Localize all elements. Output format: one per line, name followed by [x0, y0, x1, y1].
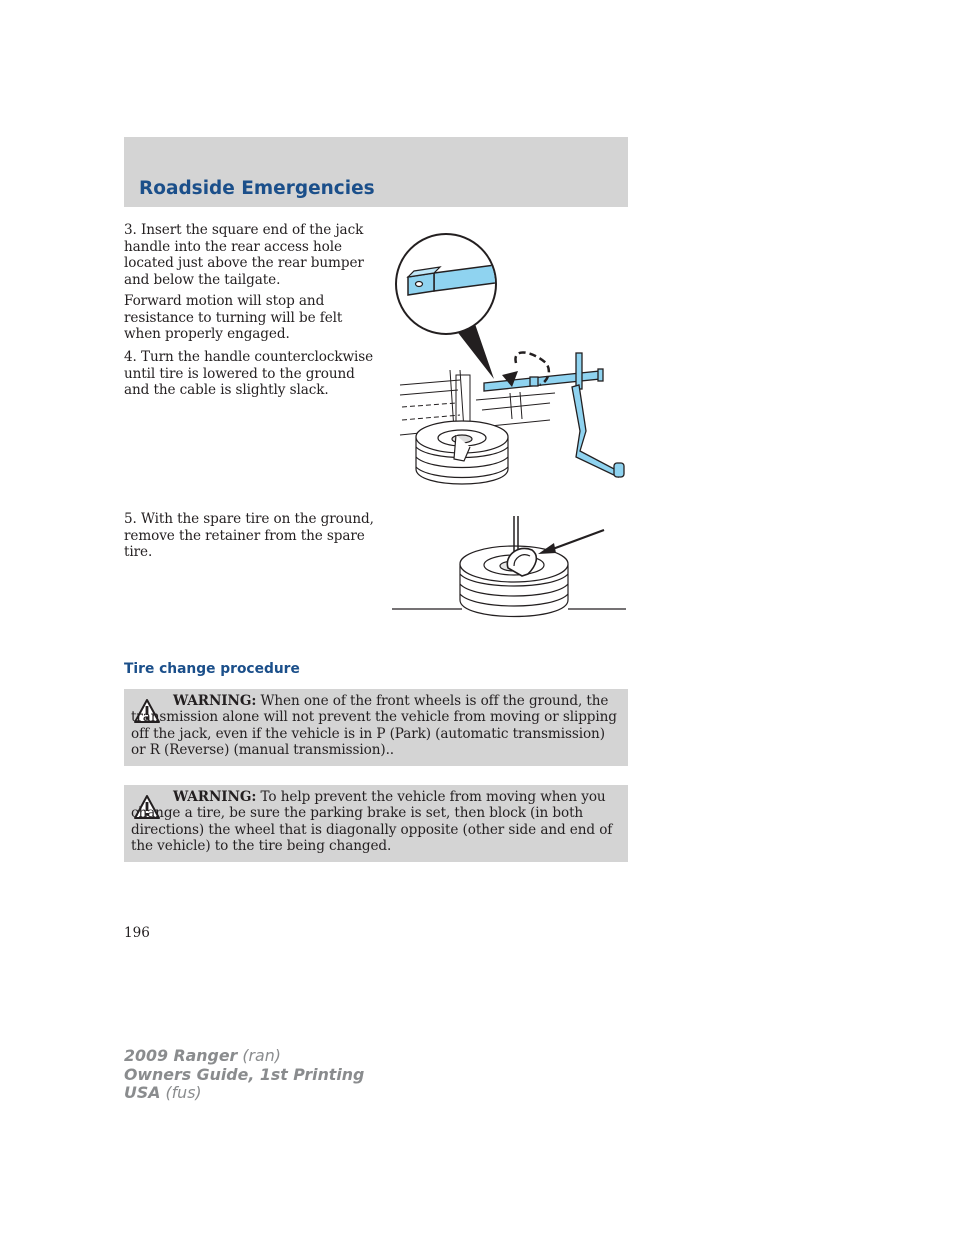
jack-handle-illustration [390, 225, 635, 493]
warning-text-2 [131, 789, 621, 855]
footer-line-2 [124, 1066, 364, 1085]
footer-imprint [124, 1047, 364, 1103]
tire-change-heading: Tire change procedure [124, 661, 300, 677]
step-4-text: 4. Turn the handle counterclockwise until tire is lowered to the ground and the cable is slightly slack. [124, 349, 374, 399]
footer-model: 2009 Ranger [124, 1046, 238, 1065]
warning-box-2 [124, 785, 628, 862]
section-title: Roadside Emergencies [139, 178, 375, 199]
footer-market-code: (fus) [160, 1083, 202, 1102]
warning-label-2: WARNING: [173, 789, 257, 805]
warning-text-1 [131, 693, 621, 759]
step-3-text: 3. Insert the square end of the jack handle into the rear access hole located just above the rear bumper and below the tailgate. [124, 222, 364, 288]
footer-line-1 [124, 1047, 364, 1066]
step-5-text: 5. With the spare tire on the ground, remove the retainer from the spare tire. [124, 511, 374, 561]
warning-box-1 [124, 689, 628, 766]
footer-printing: Owners Guide, 1st Printing [124, 1064, 365, 1084]
warning-label-1: WARNING: [173, 693, 257, 709]
forward-motion-text: Forward motion will stop and resistance to turning will be felt when properly engaged. [124, 293, 343, 343]
footer-market: USA [124, 1083, 161, 1102]
footer-line-3 [124, 1084, 364, 1103]
spare-tire-retainer-illustration [390, 512, 630, 624]
warning-body-2: To help prevent the vehicle from moving when you change a tire, be sure the parking brake is set, then block (in both directions) the wheel that is diagonally opposite (other side and end of the vehicle) to the tire being changed. [131, 789, 613, 855]
warning-body-1: When one of the front wheels is off the ground, the transmission alone will not prevent the vehicle from moving or slipping off the jack, even if the vehicle is in P (Park) (automatic transmission) or R (Reverse) (manual transmission).. [131, 693, 617, 759]
footer-model-code: (ran) [237, 1046, 281, 1065]
page-number: 196 [124, 925, 150, 941]
